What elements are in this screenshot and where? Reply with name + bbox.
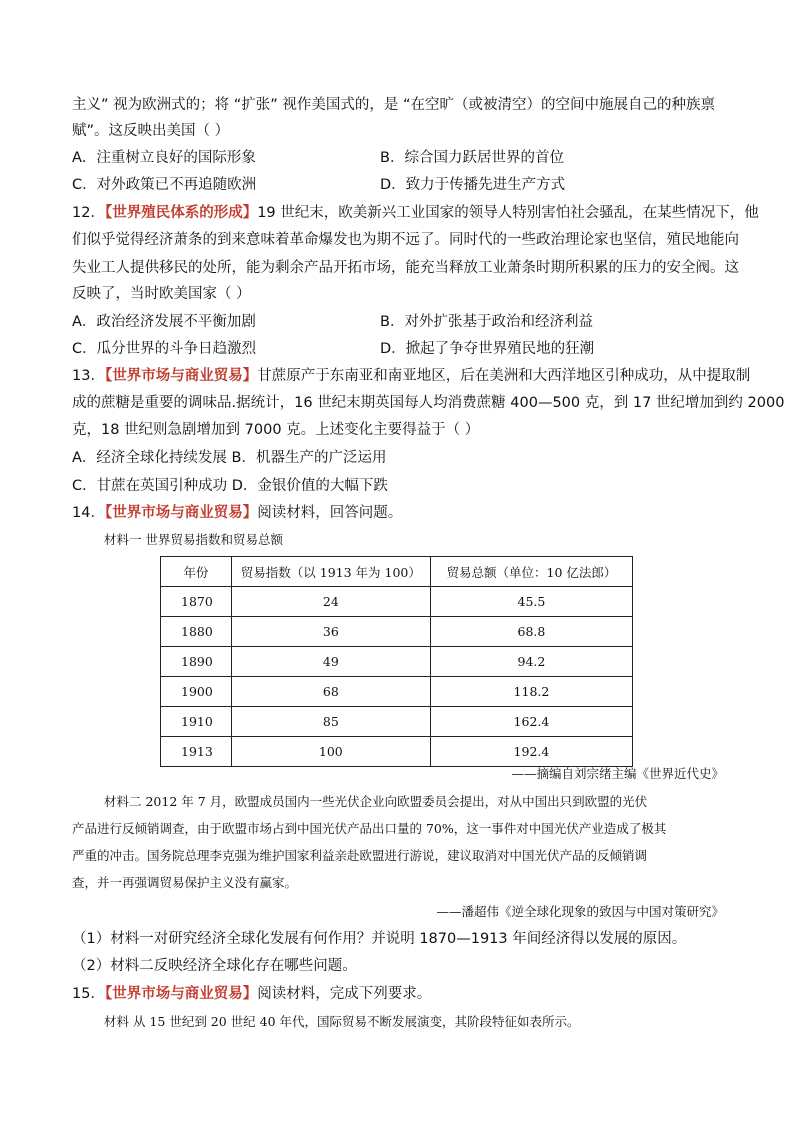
- q13-text-line-1: [72, 366, 751, 386]
- cell-year: 1900: [161, 677, 232, 707]
- table-row: [161, 677, 633, 707]
- trade-index-table: [160, 556, 633, 767]
- q12-option-a[interactable]: A．政治经济发展不平衡加剧: [72, 314, 256, 330]
- q12-text-line-3: 失业工人提供移民的处所，能为剩余产品开拓市场，能充当释放工业萧条时期所积累的压力的安全阀。这: [72, 260, 739, 276]
- table-row: [161, 617, 633, 647]
- q14-number: 14．: [72, 505, 105, 521]
- cell-total: 45.5: [430, 587, 632, 617]
- table-row: [161, 737, 633, 767]
- cell-year: 1913: [161, 737, 232, 767]
- header-year: 年份: [161, 557, 232, 587]
- q11-option-d[interactable]: D．致力于传播先进生产方式: [380, 177, 566, 193]
- cell-year: 1910: [161, 707, 232, 737]
- material-1-title: 材料一 世界贸易指数和贸易总额: [104, 532, 283, 547]
- cell-year: 1870: [161, 587, 232, 617]
- table-header-row: [161, 557, 633, 587]
- cell-index: 24: [231, 587, 430, 617]
- q14-subquestion-2: （2）材料二反映经济全球化存在哪些问题。: [72, 958, 357, 974]
- material-2-line-2: 产品进行反倾销调查，由于欧盟市场占到中国光伏产品出口量的 70%，这一事件对中国光伏产业造成了极其: [72, 821, 667, 836]
- q15-text-line-1: [72, 984, 732, 1004]
- q14-text-line-1: [72, 503, 732, 523]
- material-2-line-1: 材料二 2012 年 7 月，欧盟成员国内一些光伏企业向欧盟委员会提出，对从中国出只到欧盟的光伏: [104, 794, 648, 809]
- cell-total: 68.8: [430, 617, 632, 647]
- q13-text-line-2: 成的蔗糖是重要的调味品.据统计，16 世纪末期英国每人均消费蔗糖 400—500 克，到 17 世纪增加到约 2000: [72, 395, 785, 411]
- cell-total: 192.4: [430, 737, 632, 767]
- cell-index: 49: [231, 647, 430, 677]
- q14-intro: 阅读材料，回答问题。: [257, 505, 403, 521]
- q11-text-line-2: 赋”。这反映出美国（ ）: [72, 123, 230, 139]
- material-2-line-3: 严重的冲击。国务院总理李克强为维护国家利益亲赴欧盟进行游说，建议取消对中国光伏产品的反倾销调: [72, 848, 648, 863]
- q14-topic-tag: 【世界市场与商业贸易】: [104, 505, 258, 521]
- q13-options-ab[interactable]: A．经济全球化持续发展 B．机器生产的广泛运用: [72, 450, 387, 466]
- q15-material: 材料 从 15 世纪到 20 世纪 40 年代，国际贸易不断发展演变，其阶段特征如表所示。: [104, 1014, 580, 1029]
- table-row: [161, 707, 633, 737]
- material-1-source: ——摘编自刘宗绪主编《世界近代史》: [511, 766, 724, 781]
- q13-text-line-3: 克，18 世纪则急剧增加到 7000 克。上述变化主要得益于（ ）: [72, 422, 480, 438]
- q12-text-line-4: 反映了，当时欧美国家（ ）: [72, 286, 251, 302]
- table-row: [161, 587, 633, 617]
- cell-index: 85: [231, 707, 430, 737]
- q11-option-a[interactable]: A．注重树立良好的国际形象: [72, 150, 256, 166]
- q12-option-c[interactable]: C．瓜分世界的斗争日趋激烈: [72, 341, 257, 357]
- q11-text-line-1: 主义” 视为欧洲式的；将 “扩张” 视作美国式的，是 “在空旷（或被清空）的空间中施展自己的种族禀: [72, 97, 715, 113]
- material-2-line-4: 查，并一再强调贸易保护主义没有赢家。: [72, 875, 298, 890]
- q11-option-c[interactable]: C．对外政策已不再追随欧洲: [72, 177, 257, 193]
- q15-number: 15．: [72, 986, 105, 1002]
- q12-option-b[interactable]: B．对外扩张基于政治和经济利益: [380, 314, 593, 330]
- cell-year: 1890: [161, 647, 232, 677]
- q12-topic-tag: 【世界殖民体系的形成】: [104, 205, 258, 221]
- q12-text-line-2: 们似乎觉得经济萧条的到来意味着革命爆发也为期不远了。同时代的一些政治理论家也坚信，殖民地能向: [72, 232, 739, 248]
- material-2-source: ——潘超伟《逆全球化现象的致因与中国对策研究》: [436, 904, 724, 919]
- q13-stem-start: 甘蔗原产于东南亚和南亚地区，后在美洲和大西洋地区引种成功，从中提取制: [257, 368, 751, 384]
- q14-subquestion-1: （1）材料一对研究经济全球化发展有何作用？并说明 1870—1913 年间经济得以发展的原因。: [72, 931, 687, 947]
- q12-stem-start: 19 世纪末，欧美新兴工业国家的领导人特别害怕社会骚乱，在某些情况下，他: [257, 205, 759, 221]
- q13-topic-tag: 【世界市场与商业贸易】: [104, 368, 258, 384]
- table-row: [161, 647, 633, 677]
- q12-number: 12．: [72, 205, 105, 221]
- q15-intro: 阅读材料，完成下列要求。: [257, 986, 432, 1002]
- q15-topic-tag: 【世界市场与商业贸易】: [104, 986, 258, 1002]
- q13-number: 13．: [72, 368, 105, 384]
- cell-total: 118.2: [430, 677, 632, 707]
- cell-total: 162.4: [430, 707, 632, 737]
- q12-text-line-1: [72, 203, 759, 223]
- cell-index: 36: [231, 617, 430, 647]
- q13-options-cd[interactable]: C．甘蔗在英国引种成功 D．金银价值的大幅下跌: [72, 478, 388, 494]
- header-trade-index: 贸易指数（以 1913 年为 100）: [231, 557, 430, 587]
- q12-option-d[interactable]: D．掀起了争夺世界殖民地的狂潮: [380, 341, 595, 357]
- cell-total: 94.2: [430, 647, 632, 677]
- cell-index: 68: [231, 677, 430, 707]
- header-trade-total: 贸易总额（单位：10 亿法郎）: [430, 557, 632, 587]
- cell-index: 100: [231, 737, 430, 767]
- q11-option-b[interactable]: B．综合国力跃居世界的首位: [380, 150, 564, 166]
- cell-year: 1880: [161, 617, 232, 647]
